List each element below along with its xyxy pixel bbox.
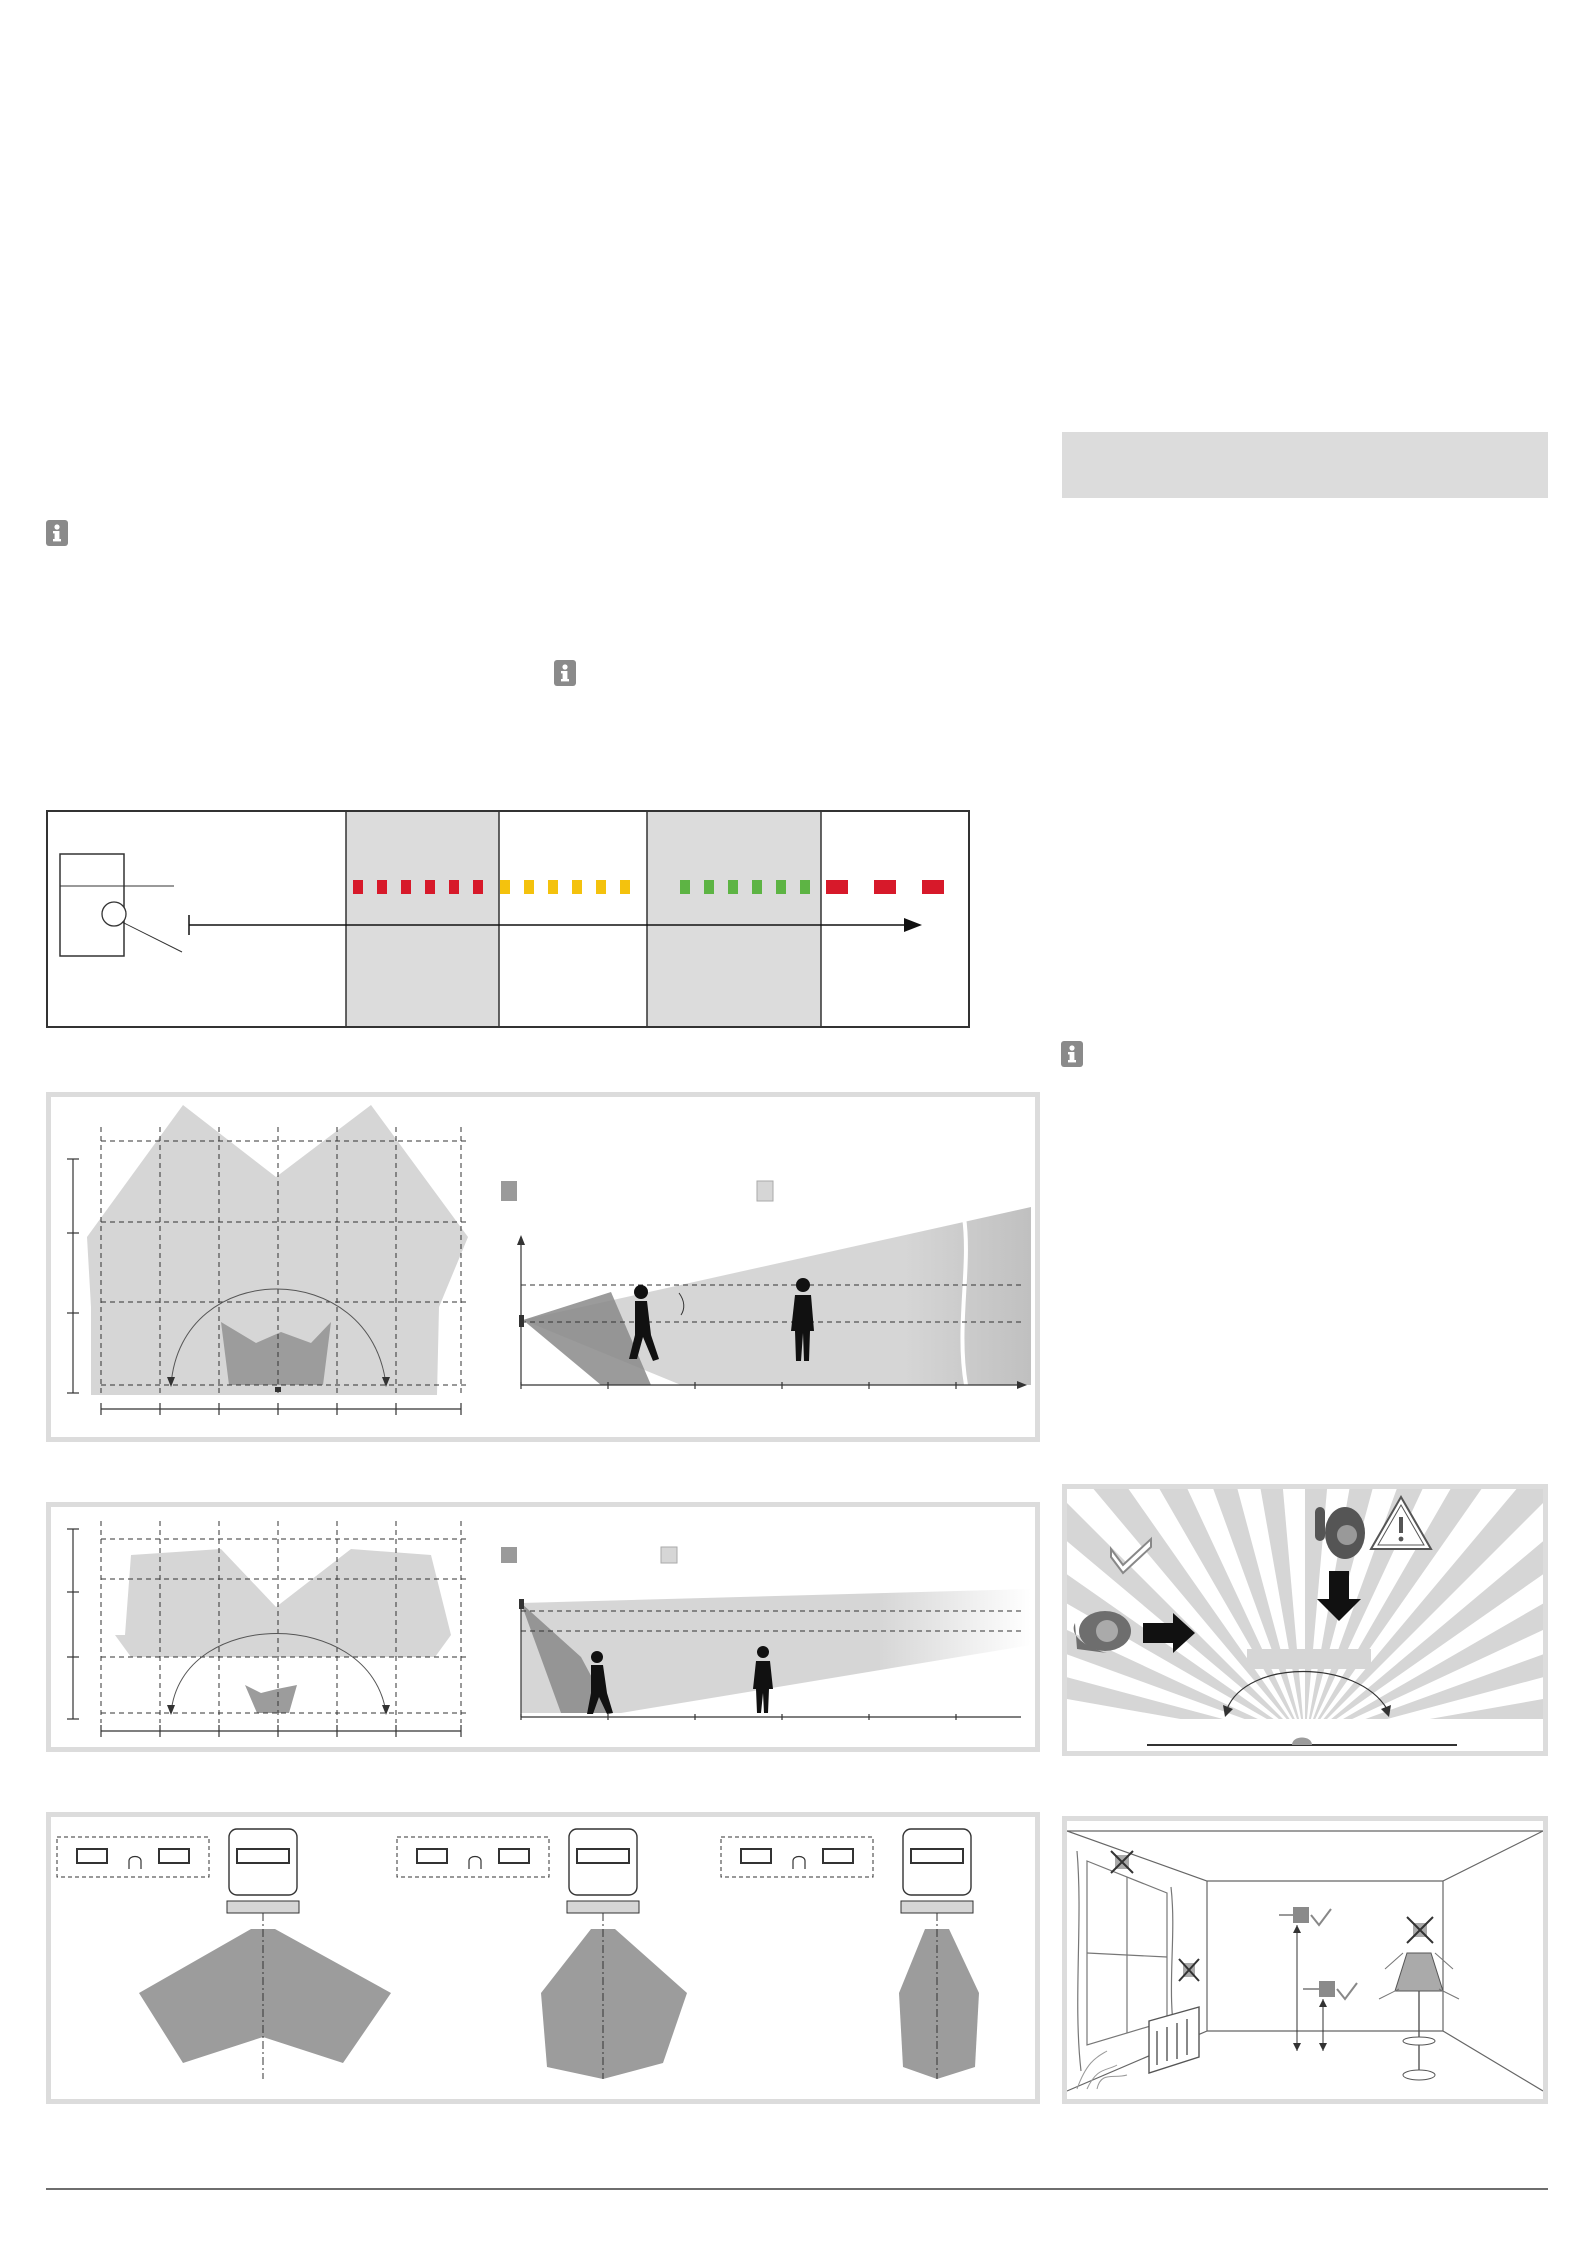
detection-zone-figure-1 [46,1092,1040,1442]
motion-direction-figure [1062,1484,1548,1756]
legend-light-swatch [661,1547,677,1563]
cross-icon [1111,1851,1133,1873]
cross-icon [1179,1959,1199,1981]
info-icon [554,660,576,686]
room-installation-figure [1062,1816,1548,2104]
person-top-view-icon [1315,1507,1365,1559]
range-dash-red [922,880,944,894]
range-dash-red [826,880,848,894]
footer-rule [46,2188,1548,2190]
range-dash-red [377,880,387,894]
range-band-grey [346,812,499,1026]
range-dash-yellow [596,880,606,894]
range-dash-red [449,880,459,894]
legend-dark-swatch [501,1181,517,1201]
info-icon [46,520,68,546]
range-dash-green [776,880,786,894]
lens-mask-variant-3 [721,1829,979,2079]
section-header-bar [1062,432,1548,498]
range-dash-yellow [548,880,558,894]
range-dash-green [728,880,738,894]
detection-zone-figure-2 [46,1502,1040,1752]
detection-zone-side-view [501,1507,1031,1747]
detection-range-diagram [46,810,972,1030]
range-dash-yellow [524,880,534,894]
range-dash-yellow [620,880,630,894]
lens-mask-variants [51,1817,1035,2099]
person-top-view-icon [1074,1611,1131,1653]
sensor-ok-icon [1319,1981,1357,1999]
legend-light-swatch [757,1181,773,1201]
room-installation-illustration [1067,1821,1543,2099]
range-dash-green [800,880,810,894]
info-icon [1061,1041,1083,1067]
range-dash-red [425,880,435,894]
range-dash-green [704,880,714,894]
sensor-ok-icon [1293,1907,1331,1925]
lens-mask-variant-2 [397,1829,687,2079]
range-dash-red [473,880,483,894]
detection-zone-side-view [501,1097,1031,1437]
range-band-grey [647,812,821,1026]
lens-mask-variant-1 [57,1829,391,2079]
range-dash-green [752,880,762,894]
lens-mask-figure [46,1812,1040,2104]
warning-triangle-icon [1371,1497,1431,1549]
motion-direction-illustration [1067,1489,1543,1751]
range-dash-yellow [500,880,510,894]
range-dash-red [874,880,896,894]
range-dash-red [353,880,363,894]
floor-lamp-icon [1379,1953,1459,2080]
range-dash-red [401,880,411,894]
legend-dark-swatch [501,1547,517,1563]
range-dash-green [680,880,690,894]
cross-icon [1407,1917,1433,1943]
range-dash-yellow [572,880,582,894]
